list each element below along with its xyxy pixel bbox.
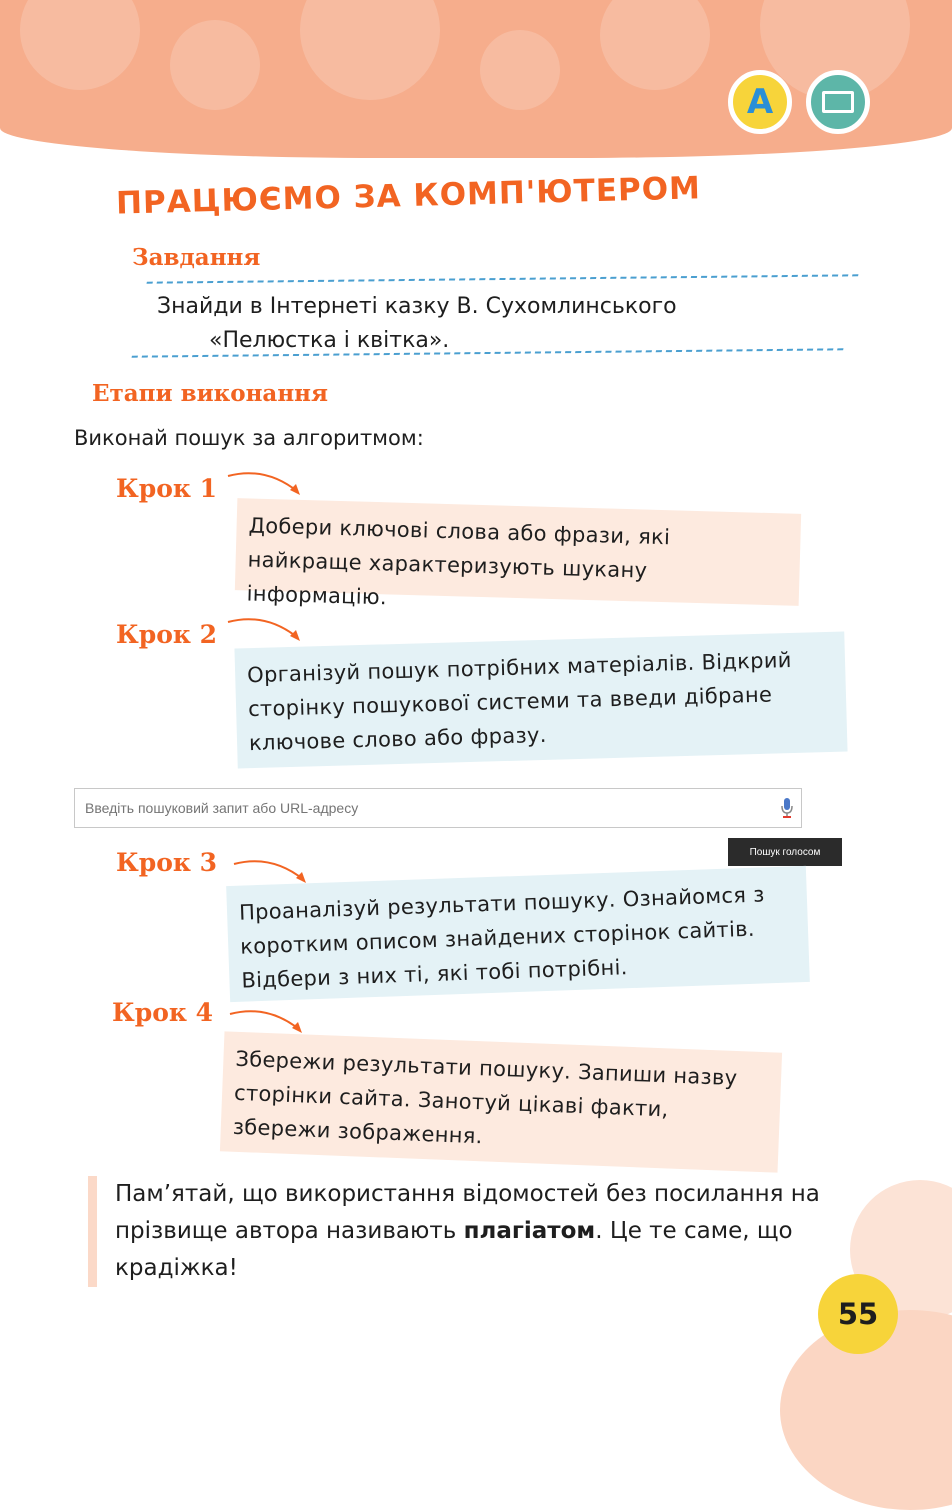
search-input[interactable] — [75, 799, 773, 817]
step-3-arrow-icon — [232, 856, 310, 886]
page-title: ПРАЦЮЄМО ЗА КОМП'ЮТЕРОМ — [115, 170, 702, 222]
microphone-icon[interactable] — [773, 793, 801, 823]
task-text — [157, 290, 797, 358]
voice-search-tooltip: Пошук голосом — [728, 838, 842, 866]
step-1-arrow-icon — [226, 468, 304, 498]
step-1-card: Добери ключові слова або фрази, які найкраще характеризують шукану інформацію. — [235, 498, 801, 606]
computer-badge-icon — [806, 70, 870, 134]
badge-letter: A — [746, 82, 774, 122]
task-line-1: Знайди в Інтернеті казку В. Сухомлинського — [157, 294, 677, 319]
stages-heading: Етапи виконання — [92, 380, 328, 407]
search-bar — [74, 788, 802, 828]
step-4-label: Крок 4 — [112, 998, 214, 1027]
step-1-label: Крок 1 — [116, 474, 218, 503]
task-line-2: «Пелюстка і квітка». — [209, 328, 450, 353]
step-2-label: Крок 2 — [116, 620, 218, 649]
note-text-before: Пам’ятай, що використання відомостей без посилання на прізвище автора називають — [115, 1181, 820, 1244]
letter-badge-icon — [728, 70, 792, 134]
step-2-arrow-icon — [226, 614, 304, 644]
header-band — [0, 0, 952, 158]
step-3-card: Проаналізуй результати пошуку. Ознайомся з коротким описом знайдених сторінок сайтів. Відбери з них ті, які тобі потрібні. — [226, 866, 810, 1002]
monitor-icon — [822, 91, 854, 113]
page-number: 55 — [818, 1274, 898, 1354]
step-2-card: Організуй пошук потрібних матеріалів. Відкрий сторінку пошукової системи та введи дібране ключове слово або фразу. — [234, 632, 847, 769]
note-text-after: . Це те саме, що крадіжка! — [115, 1218, 793, 1281]
stages-intro: Виконай пошук за алгоритмом: — [74, 426, 424, 450]
plagiarism-note — [88, 1176, 848, 1287]
task-heading: Завдання — [132, 244, 261, 271]
step-4-card: Збережи результати пошуку. Запиши назву сторінки сайта. Занотуй цікаві факти, збережи зображення. — [220, 1031, 782, 1172]
step-3-label: Крок 3 — [116, 848, 218, 877]
note-bold-term: плагіатом — [463, 1218, 596, 1244]
